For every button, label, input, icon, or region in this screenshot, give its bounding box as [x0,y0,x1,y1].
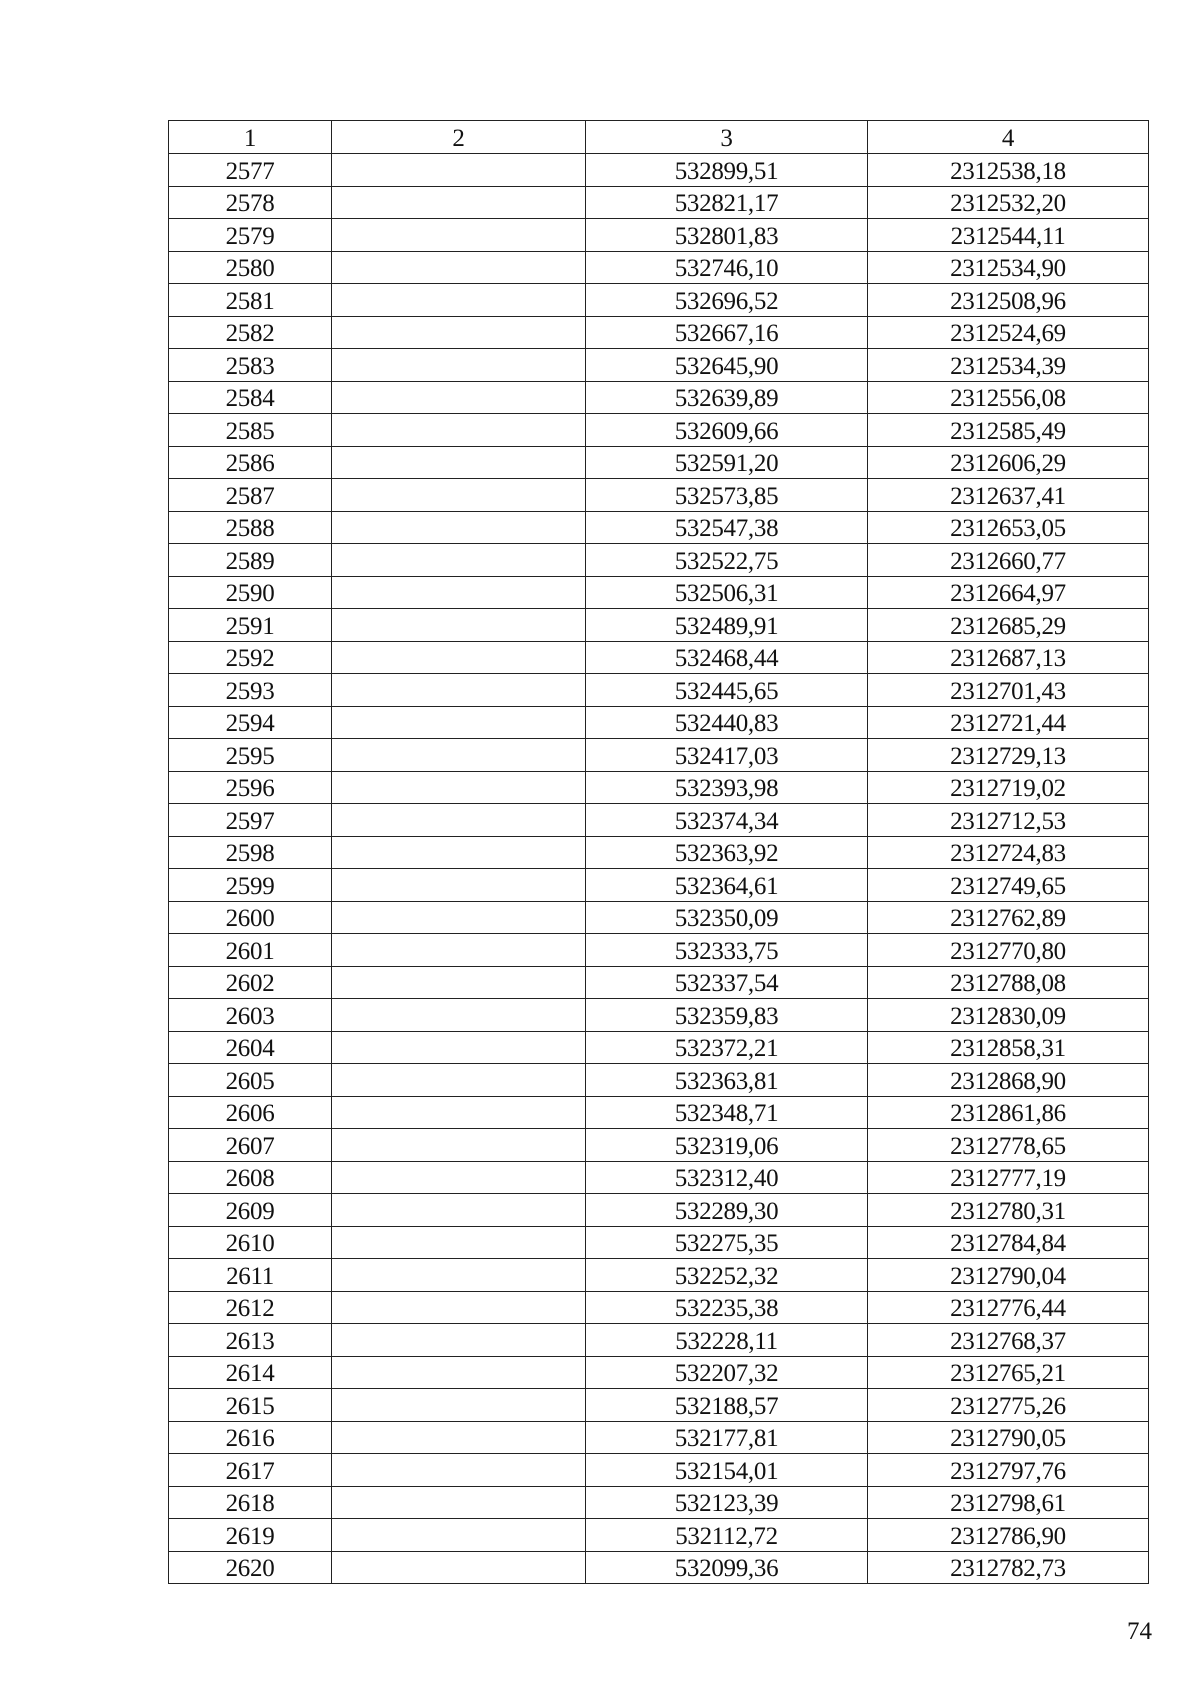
y-coordinate-cell: 2312538,18 [868,154,1149,187]
x-coordinate-cell: 532289,30 [586,1194,868,1227]
point-number-cell: 2586 [169,446,332,479]
table-row [169,674,1149,707]
y-coordinate-cell: 2312749,65 [868,869,1149,902]
column-2-cell [332,251,586,284]
point-number-cell: 2609 [169,1194,332,1227]
column-2-cell [332,1031,586,1064]
header-cell-col-2: 2 [332,121,586,154]
point-number-cell: 2597 [169,804,332,837]
x-coordinate-cell: 532363,81 [586,1064,868,1097]
y-coordinate-cell: 2312768,37 [868,1324,1149,1357]
y-coordinate-cell: 2312508,96 [868,284,1149,317]
x-coordinate-cell: 532112,72 [586,1519,868,1552]
column-2-cell [332,966,586,999]
table-row [169,1031,1149,1064]
column-2-cell [332,1324,586,1357]
column-2-cell [332,446,586,479]
y-coordinate-cell: 2312532,20 [868,186,1149,219]
x-coordinate-cell: 532275,35 [586,1226,868,1259]
x-coordinate-cell: 532746,10 [586,251,868,284]
column-2-cell [332,1356,586,1389]
point-number-cell: 2611 [169,1259,332,1292]
table-row [169,219,1149,252]
y-coordinate-cell: 2312770,80 [868,934,1149,967]
y-coordinate-cell: 2312585,49 [868,414,1149,447]
y-coordinate-cell: 2312729,13 [868,739,1149,772]
x-coordinate-cell: 532099,36 [586,1551,868,1584]
table-header [169,121,1149,154]
table-row [169,771,1149,804]
coordinates-table [168,120,1149,1584]
table-row [169,576,1149,609]
point-number-cell: 2610 [169,1226,332,1259]
x-coordinate-cell: 532821,17 [586,186,868,219]
table-row [169,836,1149,869]
y-coordinate-cell: 2312534,39 [868,349,1149,382]
column-2-cell [332,349,586,382]
point-number-cell: 2577 [169,154,332,187]
column-2-cell [332,284,586,317]
x-coordinate-cell: 532573,85 [586,479,868,512]
column-2-cell [332,706,586,739]
y-coordinate-cell: 2312765,21 [868,1356,1149,1389]
column-2-cell [332,576,586,609]
point-number-cell: 2618 [169,1486,332,1519]
x-coordinate-cell: 532359,83 [586,999,868,1032]
x-coordinate-cell: 532393,98 [586,771,868,804]
table-row [169,1194,1149,1227]
x-coordinate-cell: 532468,44 [586,641,868,674]
point-number-cell: 2619 [169,1519,332,1552]
point-number-cell: 2598 [169,836,332,869]
x-coordinate-cell: 532348,71 [586,1096,868,1129]
column-2-cell [332,544,586,577]
x-coordinate-cell: 532667,16 [586,316,868,349]
point-number-cell: 2592 [169,641,332,674]
x-coordinate-cell: 532489,91 [586,609,868,642]
point-number-cell: 2584 [169,381,332,414]
column-2-cell [332,1064,586,1097]
point-number-cell: 2581 [169,284,332,317]
point-number-cell: 2620 [169,1551,332,1584]
x-coordinate-cell: 532207,32 [586,1356,868,1389]
point-number-cell: 2588 [169,511,332,544]
y-coordinate-cell: 2312775,26 [868,1389,1149,1422]
x-coordinate-cell: 532506,31 [586,576,868,609]
table-row [169,1519,1149,1552]
column-2-cell [332,219,586,252]
x-coordinate-cell: 532364,61 [586,869,868,902]
y-coordinate-cell: 2312556,08 [868,381,1149,414]
column-2-cell [332,804,586,837]
y-coordinate-cell: 2312606,29 [868,446,1149,479]
table-row [169,284,1149,317]
point-number-cell: 2593 [169,674,332,707]
y-coordinate-cell: 2312798,61 [868,1486,1149,1519]
x-coordinate-cell: 532312,40 [586,1161,868,1194]
x-coordinate-cell: 532696,52 [586,284,868,317]
y-coordinate-cell: 2312790,04 [868,1259,1149,1292]
y-coordinate-cell: 2312786,90 [868,1519,1149,1552]
point-number-cell: 2596 [169,771,332,804]
table-row [169,999,1149,1032]
x-coordinate-cell: 532639,89 [586,381,868,414]
y-coordinate-cell: 2312868,90 [868,1064,1149,1097]
y-coordinate-cell: 2312830,09 [868,999,1149,1032]
column-2-cell [332,186,586,219]
point-number-cell: 2585 [169,414,332,447]
y-coordinate-cell: 2312719,02 [868,771,1149,804]
table-row [169,804,1149,837]
y-coordinate-cell: 2312777,19 [868,1161,1149,1194]
y-coordinate-cell: 2312788,08 [868,966,1149,999]
point-number-cell: 2601 [169,934,332,967]
table-row [169,511,1149,544]
x-coordinate-cell: 532547,38 [586,511,868,544]
y-coordinate-cell: 2312858,31 [868,1031,1149,1064]
x-coordinate-cell: 532337,54 [586,966,868,999]
table-row [169,1356,1149,1389]
point-number-cell: 2603 [169,999,332,1032]
column-2-cell [332,1551,586,1584]
table-row [169,1486,1149,1519]
table-row [169,1291,1149,1324]
point-number-cell: 2582 [169,316,332,349]
header-cell-col-4: 4 [868,121,1149,154]
column-2-cell [332,771,586,804]
header-row [169,121,1149,154]
table-row [169,479,1149,512]
table-body [169,154,1149,1584]
point-number-cell: 2580 [169,251,332,284]
point-number-cell: 2602 [169,966,332,999]
table-row [169,381,1149,414]
table-row [169,1129,1149,1162]
point-number-cell: 2613 [169,1324,332,1357]
y-coordinate-cell: 2312660,77 [868,544,1149,577]
column-2-cell [332,1486,586,1519]
table-row [169,641,1149,674]
y-coordinate-cell: 2312724,83 [868,836,1149,869]
table-row [169,1324,1149,1357]
table-row [169,544,1149,577]
table-row [169,869,1149,902]
table-row [169,154,1149,187]
column-2-cell [332,154,586,187]
y-coordinate-cell: 2312687,13 [868,641,1149,674]
point-number-cell: 2600 [169,901,332,934]
point-number-cell: 2614 [169,1356,332,1389]
x-coordinate-cell: 532319,06 [586,1129,868,1162]
point-number-cell: 2590 [169,576,332,609]
table-row [169,934,1149,967]
table-row [169,1421,1149,1454]
column-2-cell [332,316,586,349]
page-number: 74 [1127,1618,1152,1645]
column-2-cell [332,1519,586,1552]
y-coordinate-cell: 2312637,41 [868,479,1149,512]
point-number-cell: 2617 [169,1454,332,1487]
y-coordinate-cell: 2312544,11 [868,219,1149,252]
point-number-cell: 2607 [169,1129,332,1162]
table-row [169,414,1149,447]
point-number-cell: 2606 [169,1096,332,1129]
table-row [169,1161,1149,1194]
x-coordinate-cell: 532123,39 [586,1486,868,1519]
y-coordinate-cell: 2312712,53 [868,804,1149,837]
x-coordinate-cell: 532372,21 [586,1031,868,1064]
table-row [169,739,1149,772]
y-coordinate-cell: 2312653,05 [868,511,1149,544]
column-2-cell [332,609,586,642]
point-number-cell: 2595 [169,739,332,772]
point-number-cell: 2583 [169,349,332,382]
table-row [169,186,1149,219]
x-coordinate-cell: 532417,03 [586,739,868,772]
table-row [169,966,1149,999]
y-coordinate-cell: 2312685,29 [868,609,1149,642]
point-number-cell: 2579 [169,219,332,252]
header-cell-col-3: 3 [586,121,868,154]
x-coordinate-cell: 532645,90 [586,349,868,382]
point-number-cell: 2587 [169,479,332,512]
column-2-cell [332,674,586,707]
table-row [169,251,1149,284]
table-row [169,1096,1149,1129]
point-number-cell: 2605 [169,1064,332,1097]
column-2-cell [332,869,586,902]
y-coordinate-cell: 2312790,05 [868,1421,1149,1454]
x-coordinate-cell: 532440,83 [586,706,868,739]
column-2-cell [332,1389,586,1422]
point-number-cell: 2589 [169,544,332,577]
y-coordinate-cell: 2312861,86 [868,1096,1149,1129]
y-coordinate-cell: 2312534,90 [868,251,1149,284]
point-number-cell: 2608 [169,1161,332,1194]
header-cell-col-1: 1 [169,121,332,154]
point-number-cell: 2594 [169,706,332,739]
column-2-cell [332,1454,586,1487]
x-coordinate-cell: 532609,66 [586,414,868,447]
table-row [169,446,1149,479]
table-row [169,1259,1149,1292]
x-coordinate-cell: 532252,32 [586,1259,868,1292]
table-row [169,706,1149,739]
table-row [169,901,1149,934]
table-row [169,1226,1149,1259]
y-coordinate-cell: 2312721,44 [868,706,1149,739]
column-2-cell [332,999,586,1032]
column-2-cell [332,479,586,512]
y-coordinate-cell: 2312784,84 [868,1226,1149,1259]
column-2-cell [332,1161,586,1194]
column-2-cell [332,836,586,869]
x-coordinate-cell: 532445,65 [586,674,868,707]
y-coordinate-cell: 2312782,73 [868,1551,1149,1584]
point-number-cell: 2615 [169,1389,332,1422]
column-2-cell [332,1421,586,1454]
point-number-cell: 2578 [169,186,332,219]
column-2-cell [332,1194,586,1227]
x-coordinate-cell: 532333,75 [586,934,868,967]
table-row [169,1389,1149,1422]
point-number-cell: 2599 [169,869,332,902]
point-number-cell: 2612 [169,1291,332,1324]
y-coordinate-cell: 2312778,65 [868,1129,1149,1162]
x-coordinate-cell: 532374,34 [586,804,868,837]
y-coordinate-cell: 2312701,43 [868,674,1149,707]
y-coordinate-cell: 2312780,31 [868,1194,1149,1227]
x-coordinate-cell: 532522,75 [586,544,868,577]
table-row [169,1064,1149,1097]
y-coordinate-cell: 2312524,69 [868,316,1149,349]
y-coordinate-cell: 2312664,97 [868,576,1149,609]
table-row [169,1454,1149,1487]
y-coordinate-cell: 2312762,89 [868,901,1149,934]
column-2-cell [332,1291,586,1324]
x-coordinate-cell: 532188,57 [586,1389,868,1422]
y-coordinate-cell: 2312797,76 [868,1454,1149,1487]
column-2-cell [332,739,586,772]
point-number-cell: 2604 [169,1031,332,1064]
x-coordinate-cell: 532154,01 [586,1454,868,1487]
table-row [169,316,1149,349]
x-coordinate-cell: 532177,81 [586,1421,868,1454]
y-coordinate-cell: 2312776,44 [868,1291,1149,1324]
table-row [169,349,1149,382]
point-number-cell: 2591 [169,609,332,642]
column-2-cell [332,1096,586,1129]
column-2-cell [332,414,586,447]
column-2-cell [332,511,586,544]
column-2-cell [332,934,586,967]
x-coordinate-cell: 532228,11 [586,1324,868,1357]
x-coordinate-cell: 532363,92 [586,836,868,869]
column-2-cell [332,1226,586,1259]
x-coordinate-cell: 532235,38 [586,1291,868,1324]
x-coordinate-cell: 532591,20 [586,446,868,479]
x-coordinate-cell: 532350,09 [586,901,868,934]
column-2-cell [332,1129,586,1162]
table-row [169,609,1149,642]
column-2-cell [332,641,586,674]
x-coordinate-cell: 532801,83 [586,219,868,252]
point-number-cell: 2616 [169,1421,332,1454]
column-2-cell [332,1259,586,1292]
column-2-cell [332,381,586,414]
column-2-cell [332,901,586,934]
x-coordinate-cell: 532899,51 [586,154,868,187]
table-row [169,1551,1149,1584]
